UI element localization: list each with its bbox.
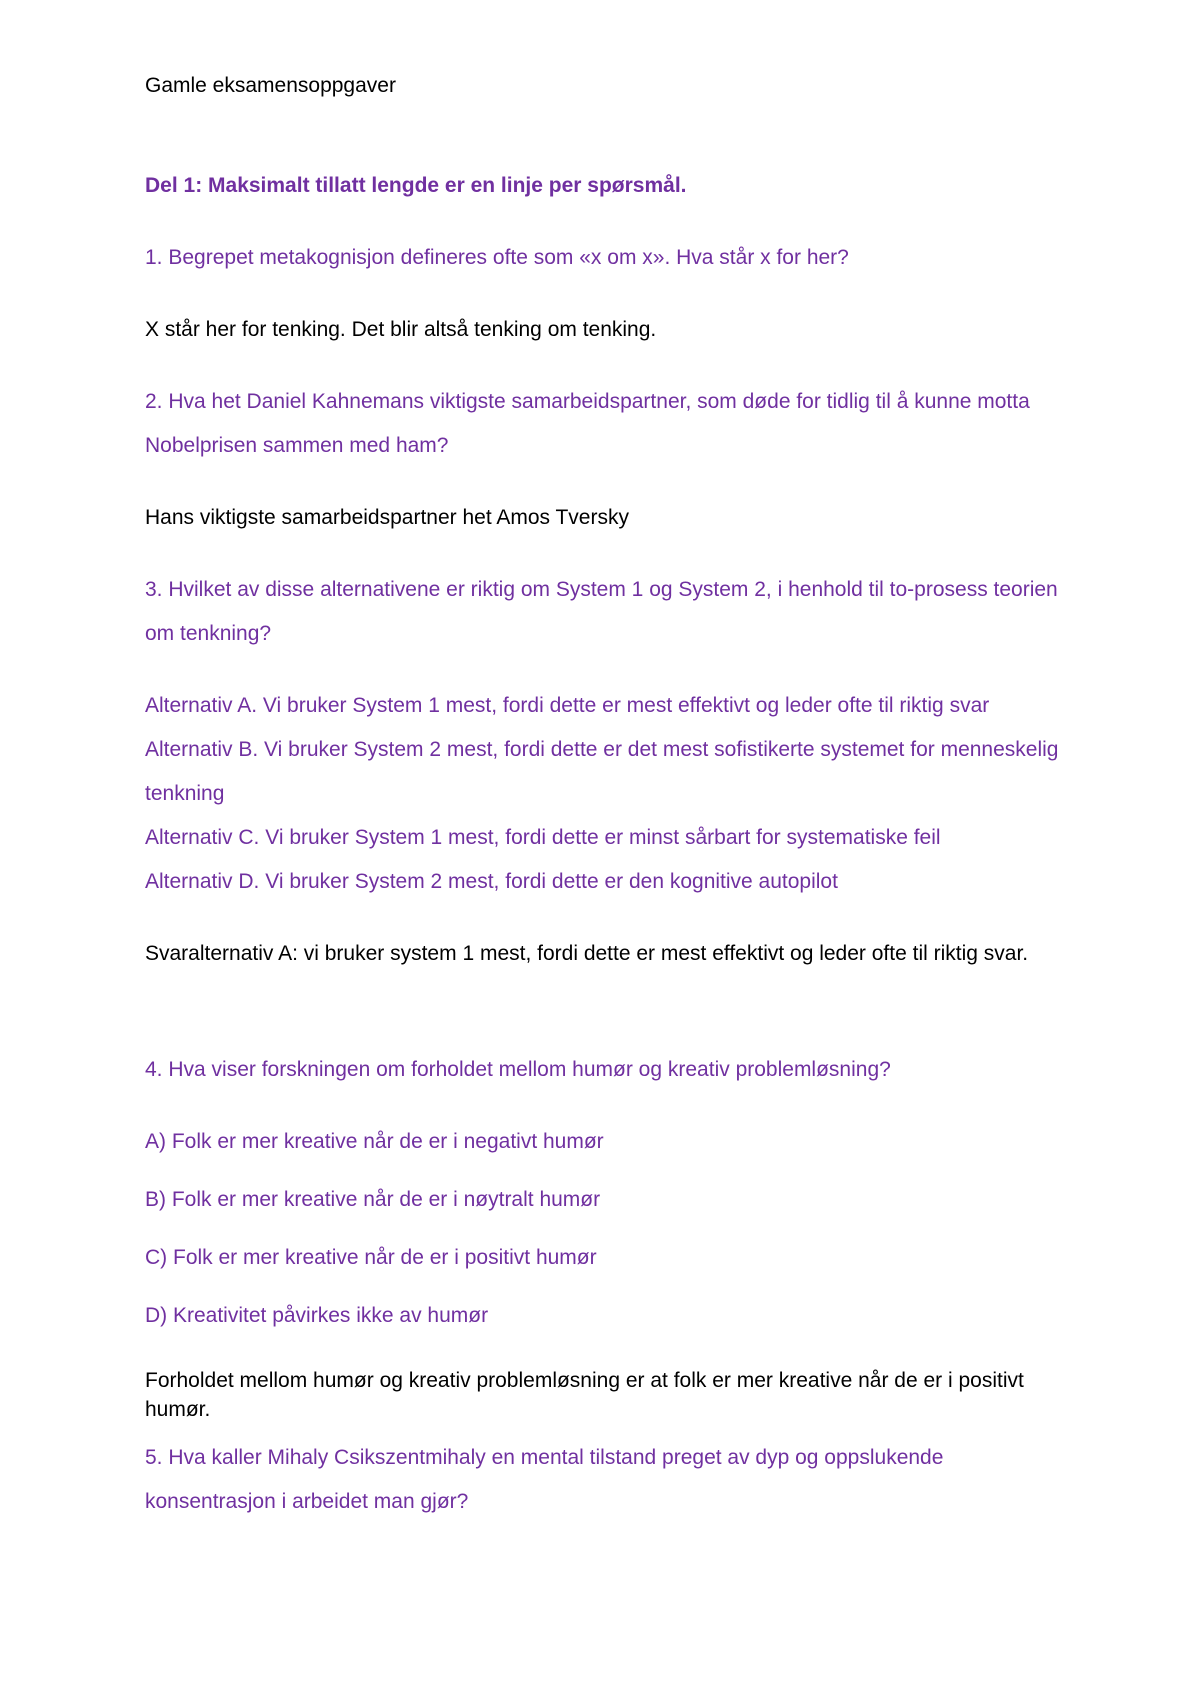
question-4-option-d: D) Kreativitet påvirkes ikke av humør [145, 1304, 489, 1327]
question-5: 5. Hva kaller Mihaly Csikszentmihaly en mental tilstand preget av dyp og oppslukende konsentrasjon i arbeidet man gjør? [145, 1446, 944, 1513]
question-1: 1. Begrepet metakognisjon defineres ofte som «x om x». Hva står x for her? [145, 246, 849, 269]
question-3-option-b: Alternativ B. Vi bruker System 2 mest, fordi dette er det mest sofistikerte systemet for menneskelig tenkning [145, 738, 1059, 805]
question-4-option-a: A) Folk er mer kreative når de er i negativt humør [145, 1130, 604, 1153]
section-heading: Del 1: Maksimalt tillatt lengde er en linje per spørsmål. [145, 174, 687, 197]
question-3-option-d: Alternativ D. Vi bruker System 2 mest, fordi dette er den kognitive autopilot [145, 870, 838, 893]
question-3-option-a: Alternativ A. Vi bruker System 1 mest, fordi dette er mest effektivt og leder ofte til riktig svar [145, 694, 990, 717]
question-4-option-b: B) Folk er mer kreative når de er i nøytralt humør [145, 1188, 601, 1211]
question-2: 2. Hva het Daniel Kahnemans viktigste samarbeidspartner, som døde for tidlig til å kunne motta Nobelprisen sammen med ham? [145, 390, 1030, 457]
question-3-option-c: Alternativ C. Vi bruker System 1 mest, fordi dette er minst sårbart for systematiske feil [145, 826, 941, 849]
document-title: Gamle eksamensoppgaver [145, 74, 396, 97]
answer-4: Forholdet mellom humør og kreativ problemløsning er at folk er mer kreative når de er i positivt humør. [145, 1369, 1024, 1421]
question-3: 3. Hvilket av disse alternativene er riktig om System 1 og System 2, i henhold til to-prosess teorien om tenkning? [145, 578, 1058, 645]
question-4-option-c: C) Folk er mer kreative når de er i positivt humør [145, 1246, 597, 1269]
answer-2: Hans viktigste samarbeidspartner het Amos Tversky [145, 506, 629, 529]
answer-3: Svaralternativ A: vi bruker system 1 mest, fordi dette er mest effektivt og leder ofte til riktig svar. [145, 942, 1029, 965]
answer-1: X står her for tenking. Det blir altså tenking om tenking. [145, 318, 657, 341]
question-4: 4. Hva viser forskningen om forholdet mellom humør og kreativ problemløsning? [145, 1058, 891, 1081]
